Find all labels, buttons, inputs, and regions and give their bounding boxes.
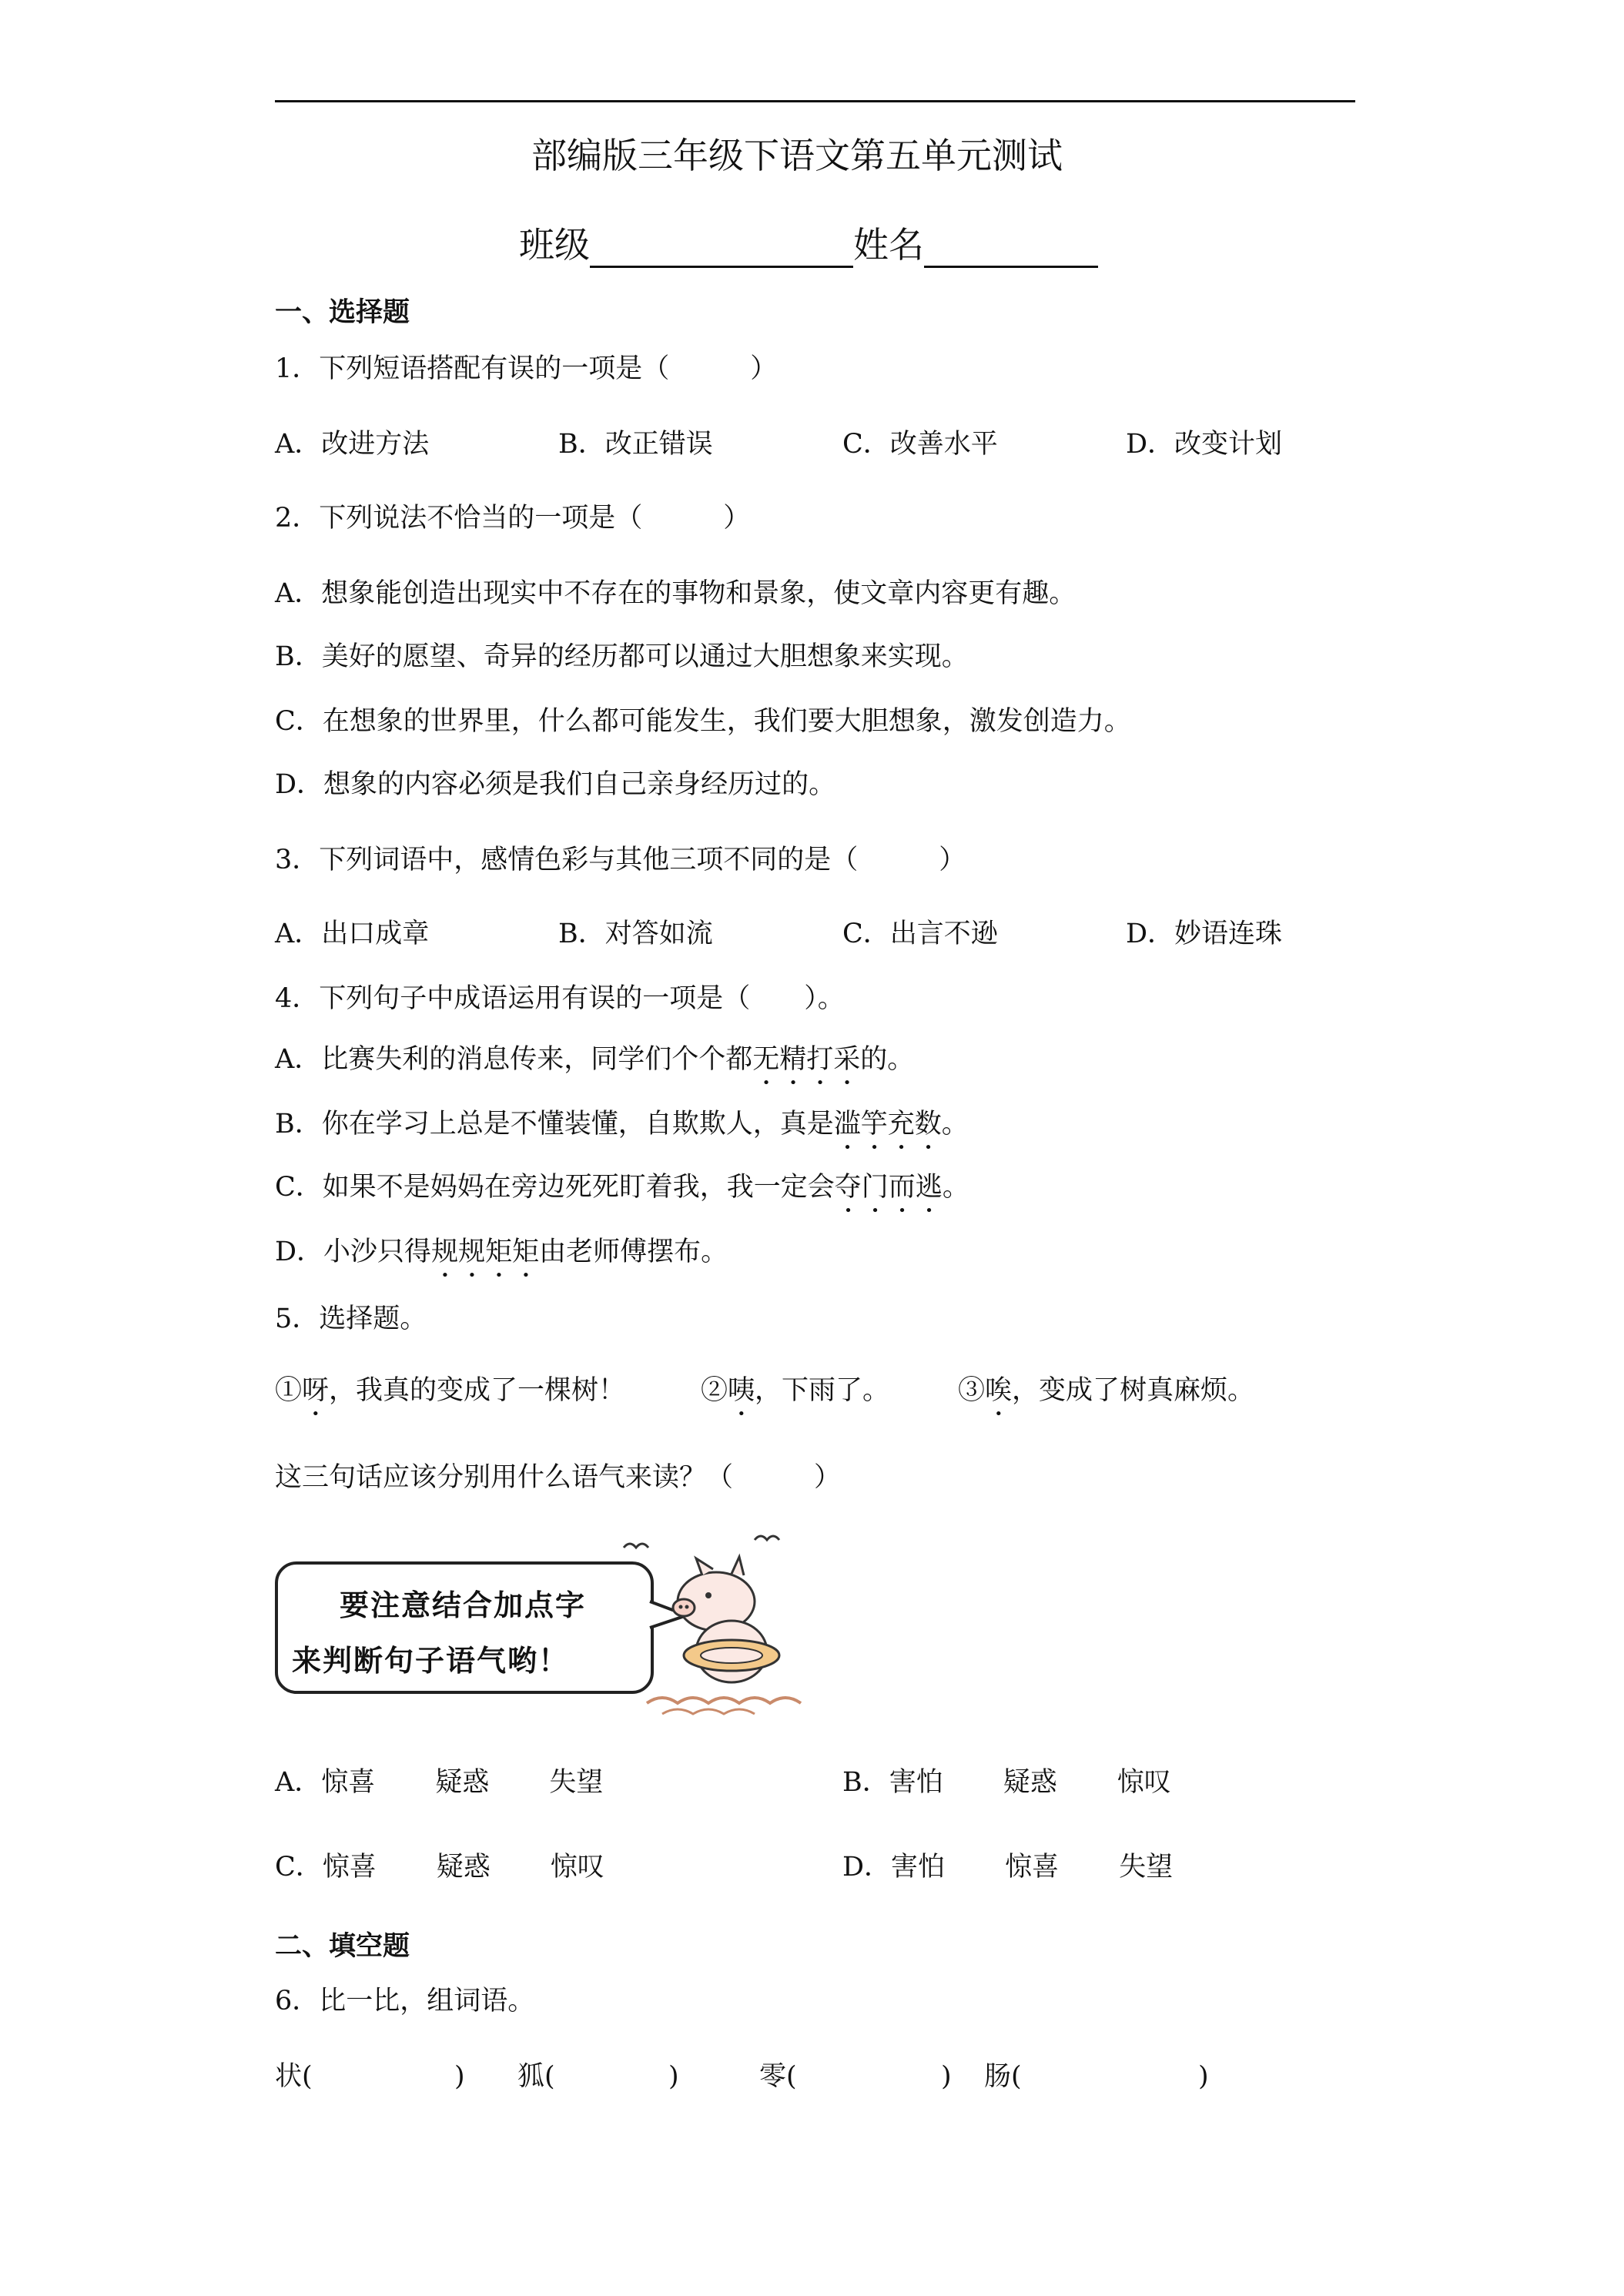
q2-stem: 2．下列说法不恰当的一项是（ ） [275,503,751,534]
q4-b-text: B．你在学习上总是不懂装懂，自欺欺人，真是 [275,1109,834,1140]
q4-b-idiom: 滥竽充数 [833,1109,942,1140]
q5-s3-num: ③ [958,1375,986,1406]
class-blank[interactable] [590,232,853,268]
q5-b-word-2: 疑惑 [1003,1767,1057,1798]
pig-cartoon-icon [616,1525,832,1725]
q4-c-end: 。 [942,1172,969,1203]
name-label: 姓名 [853,224,924,266]
q4-a-idiom: 无精打采 [752,1044,861,1075]
page-title: 部编版三年级下语文第五单元测试 [531,135,1063,176]
q6-blank-2[interactable] [558,2063,666,2097]
q6-item-ling-open: 零( [759,2061,797,2092]
top-rule [275,100,1355,102]
q4-option-c[interactable] [275,1172,969,1219]
q6-blank-3[interactable] [801,2063,939,2097]
q2-option-c[interactable]: C．在想象的世界里，什么都可能发生，我们要大胆想象，激发创造力。 [275,706,1131,737]
q4-a-text: A．比赛失利的消息传来，同学们个个都 [275,1044,753,1075]
q6-item-chang-open: 肠( [984,2061,1022,2092]
q4-d-idiom: 规规矩矩 [431,1237,540,1267]
q5-stem: 5．选择题。 [275,1304,427,1334]
q5-sentence-2 [701,1375,889,1422]
q5-s2-text: ，下雨了。 [755,1375,890,1406]
q5-s1-dot-word: 呀 [302,1375,330,1406]
q4-b-end: 。 [941,1109,969,1140]
q6-item-hu-close: ) [668,2061,679,2092]
q2-option-d[interactable]: D．想象的内容必须是我们自己亲身经历过的。 [275,769,836,800]
q6-item-zhuang-close: ) [454,2061,465,2092]
q2-option-b[interactable]: B．美好的愿望、奇异的经历都可以通过大胆想象来实现。 [275,641,969,672]
q4-c-text: C．如果不是妈妈在旁边死死盯着我，我一定会 [275,1172,835,1203]
hint-line-2: 来判断句子语气哟！ [292,1644,570,1678]
q6-stem: 6．比一比，组词语。 [275,1986,535,2017]
q5-b-word-3: 惊叹 [1117,1767,1171,1798]
q5-c-word-1: C．惊喜 [275,1852,377,1883]
q5-option-a[interactable] [275,1769,603,1796]
name-blank[interactable] [924,232,1098,268]
q1-option-d[interactable]: D．改变计划 [1126,429,1283,460]
q5-sentence-1 [275,1375,625,1422]
q5-d-word-2: 惊喜 [1005,1852,1060,1883]
q5-a-word-2: 疑惑 [435,1767,490,1798]
q5-option-b[interactable] [842,1769,1171,1796]
q2-option-a[interactable]: A．想象能创造出现实中不存在的事物和景象，使文章内容更有趣。 [275,578,1077,609]
q5-s2-dot-word: 咦 [728,1375,755,1406]
hint-callout [275,1561,654,1694]
q5-s1-text: ，我真的变成了一棵树！ [329,1375,626,1406]
q5-d-word-1: D．害怕 [842,1852,946,1883]
q3-option-d[interactable]: D．妙语连珠 [1126,919,1283,949]
q3-stem: 3．下列词语中，感情色彩与其他三项不同的是（ ） [275,845,966,875]
q4-stem: 4．下列句子中成语运用有误的一项是（ ）。 [275,983,845,1014]
q6-item-ling-close: ) [941,2061,952,2092]
q5-c-word-2: 疑惑 [436,1852,491,1883]
q5-s2-num: ② [701,1375,728,1406]
q5-question: 这三句话应该分别用什么语气来读？（ ） [275,1462,842,1493]
q5-s1-num: ① [275,1375,303,1406]
q3-option-c[interactable]: C．出言不逊 [842,919,998,949]
q6-item-chang-close: ) [1198,2061,1209,2092]
q5-s3-dot-word: 唉 [985,1375,1013,1406]
q5-c-word-3: 惊叹 [550,1852,604,1883]
q1-option-b[interactable]: B．改正错误 [558,429,713,460]
section-fill-heading: 二、填空题 [275,1931,410,1962]
q5-b-word-1: B．害怕 [842,1767,943,1798]
q5-sentence-3 [958,1375,1254,1422]
class-name-line [519,217,1098,268]
section-choice-heading: 一、选择题 [275,297,410,328]
q5-a-word-3: 失望 [549,1767,604,1798]
q5-a-word-1: A．惊喜 [275,1767,376,1798]
q4-d-text: D．小沙只得 [275,1237,432,1267]
q4-d-end: 由老师傅摆布。 [539,1237,728,1267]
q3-option-b[interactable]: B．对答如流 [558,919,713,949]
q6-item-zhuang-open: 状( [275,2061,313,2092]
q1-stem: 1．下列短语搭配有误的一项是（ ） [275,353,778,384]
q4-a-end: 的。 [860,1044,915,1075]
q5-d-word-3: 失望 [1119,1852,1174,1883]
q3-option-a[interactable]: A．出口成章 [275,919,430,949]
q1-option-c[interactable]: C．改善水平 [842,429,998,460]
q5-option-c[interactable] [275,1854,604,1881]
q4-option-d[interactable] [275,1237,728,1284]
hint-line-1: 要注意结合加点字 [340,1588,587,1622]
q6-item-hu-open: 狐( [517,2061,555,2092]
class-label: 班级 [519,224,590,266]
q6-blank-1[interactable] [316,2063,454,2097]
q6-blank-4[interactable] [1026,2063,1195,2097]
q5-s3-text: ，变成了树真麻烦。 [1012,1375,1255,1406]
q4-c-idiom: 夺门而逃 [834,1172,943,1203]
q4-option-a[interactable] [275,1044,914,1091]
q5-option-d[interactable] [842,1854,1173,1881]
q1-option-a[interactable]: A．改进方法 [275,429,430,460]
q4-option-b[interactable] [275,1109,969,1156]
